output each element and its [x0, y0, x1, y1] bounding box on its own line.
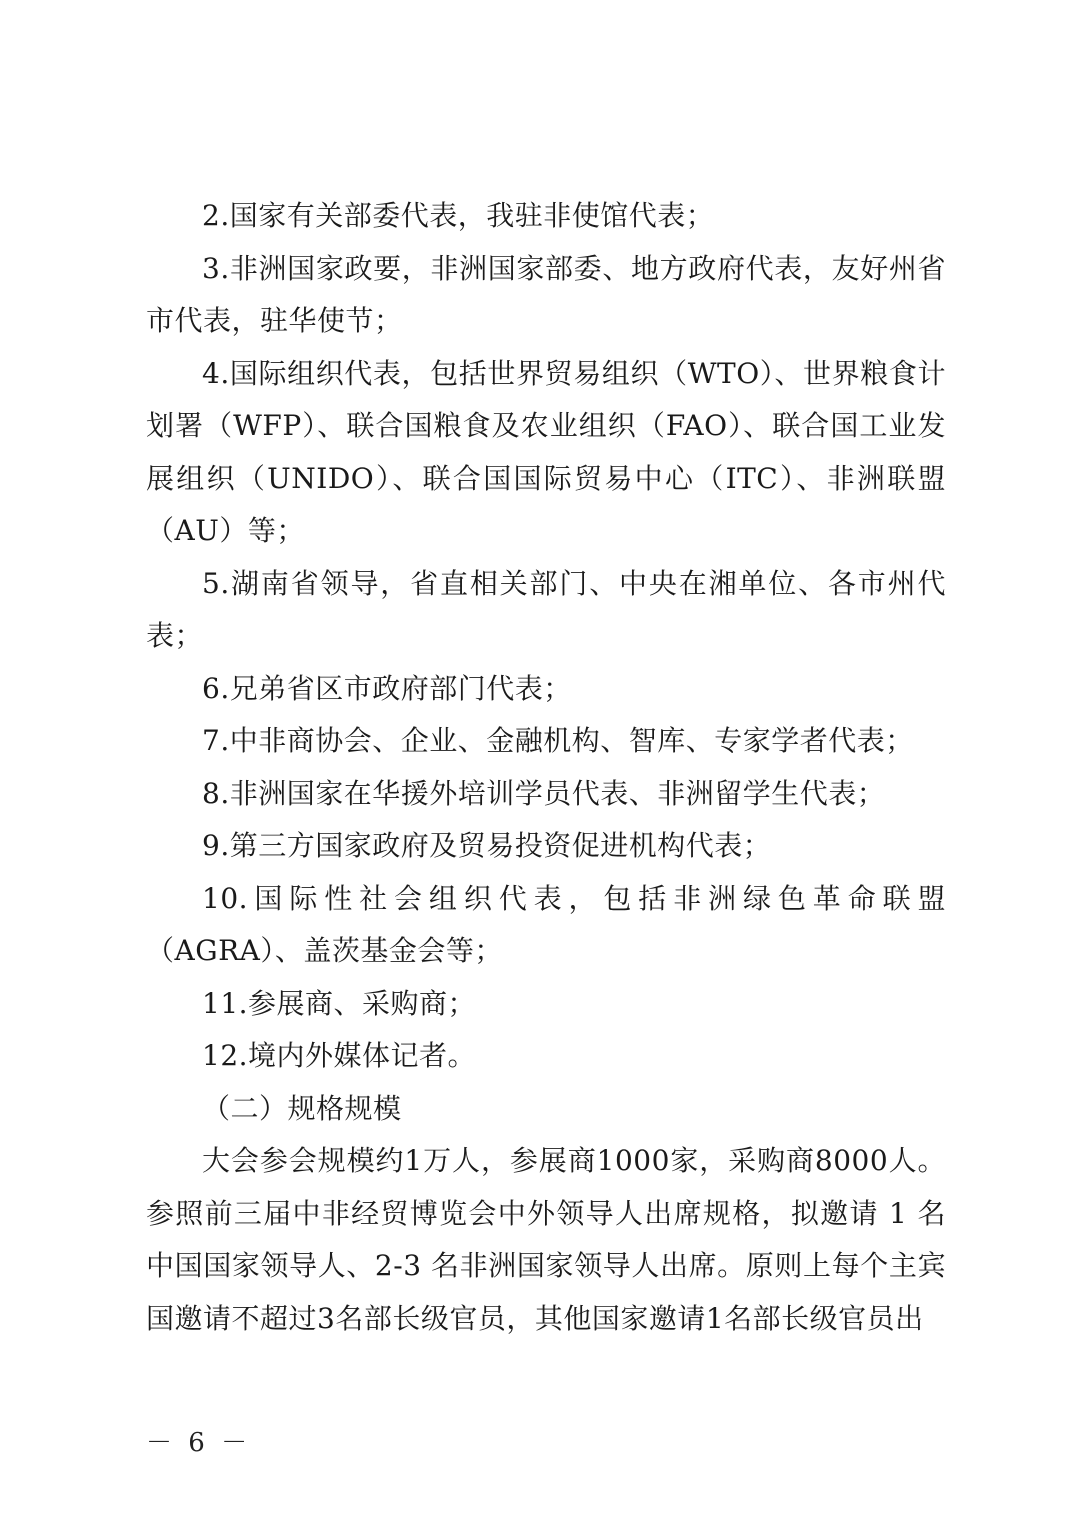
list-item-10: 10.国际性社会组织代表，包括非洲绿色革命联盟（AGRA）、盖茨基金会等； — [146, 881, 946, 967]
list-item-11: 11.参展商、采购商； — [202, 986, 477, 1020]
list-item-7: 7.中非商协会、企业、金融机构、智库、专家学者代表； — [202, 724, 914, 757]
section-heading: （二）规格规模 — [202, 1091, 402, 1125]
list-item-8: 8.非洲国家在华援外培训学员代表、非洲留学生代表； — [202, 776, 886, 810]
list-item-2: 2.国家有关部委代表，我驻非使馆代表； — [202, 199, 715, 232]
list-item-6: 6.兄弟省区市政府部门代表； — [202, 671, 572, 705]
list-item-3: 3.非洲国家政要，非洲国家部委、地方政府代表，友好州省市代表，驻华使节； — [146, 251, 946, 337]
document-body — [146, 190, 946, 1345]
page-number: － 6 － — [146, 1428, 252, 1458]
scale-paragraph: 大会参会规模约1万人，参展商1000家，采购商8000人。参照前三届中非经贸博览会中外领导人出席规格，拟邀请 1 名中国国家领导人、2-3 名非洲国家领导人出席。原则上每个主宾国邀请不超过3名部长级官员，其他国家邀请1名部长级官员出 — [146, 1144, 946, 1335]
list-item-4: 4.国际组织代表，包括世界贸易组织（WTO）、世界粮食计划署（WFP）、联合国粮食及农业组织（FAO）、联合国工业发展组织（UNIDO）、联合国国际贸易中心（ITC）、非洲联盟（AU）等； — [146, 356, 946, 547]
list-item-5: 5.湖南省领导，省直相关部门、中央在湘单位、各市州代表； — [146, 566, 946, 652]
list-item-9: 9.第三方国家政府及贸易投资促进机构代表； — [202, 829, 772, 862]
list-item-12: 12.境内外媒体记者。 — [202, 1039, 477, 1072]
